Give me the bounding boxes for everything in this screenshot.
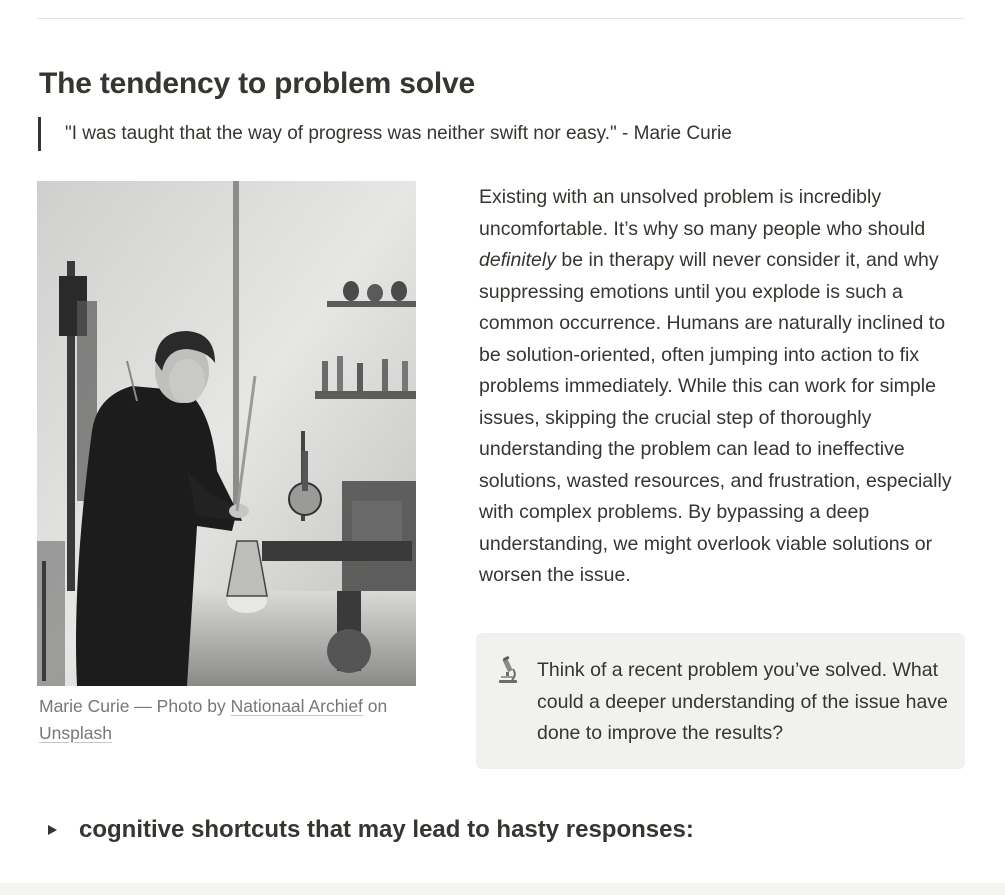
body-emphasis: definitely [479, 249, 556, 271]
toggle-label: cognitive shortcuts that may lead to hasty responses: [79, 816, 694, 843]
bottom-edge [0, 883, 1005, 895]
callout-box [476, 633, 965, 769]
unsplash-link[interactable]: Unsplash [39, 723, 112, 743]
caption-prefix: Marie Curie — Photo by [39, 696, 231, 716]
top-divider [37, 18, 964, 19]
callout-text: Think of a recent problem you’ve solved. What could a deeper understanding of the issue have done to improve the results? [537, 659, 948, 744]
quote-block [38, 117, 732, 151]
body-text-part2: be in therapy will never consider it, and why suppressing emotions until you explode is such a common occurrence. Humans are naturally inclined to be solution-oriented, often jumping into action to fix problems immediately. While this can work for simple issues, skipping the crucial step of thoroughly understanding the problem can lead to ineffective solutions, wasted resources, and frustration, especially with complex problems. By bypassing a deep understanding, we might overlook viable solutions or worsen the issue. [479, 249, 952, 586]
quote-text: "I was taught that the way of progress was neither swift nor easy." - Marie Curie [65, 123, 732, 144]
nationaal-archief-link[interactable]: Nationaal Archief [230, 696, 363, 716]
triangle-right-icon[interactable] [48, 825, 57, 835]
section-heading: The tendency to problem solve [39, 67, 475, 100]
body-text-part1: Existing with an unsolved problem is incredibly uncomfortable. It’s why so many people who should [479, 186, 926, 240]
body-paragraph [479, 182, 969, 592]
microscope-icon [496, 656, 520, 684]
marie-curie-photo [37, 181, 416, 686]
caption-middle: on [362, 696, 388, 716]
photo-caption [39, 693, 419, 747]
toggle-cognitive-shortcuts[interactable] [45, 812, 694, 848]
